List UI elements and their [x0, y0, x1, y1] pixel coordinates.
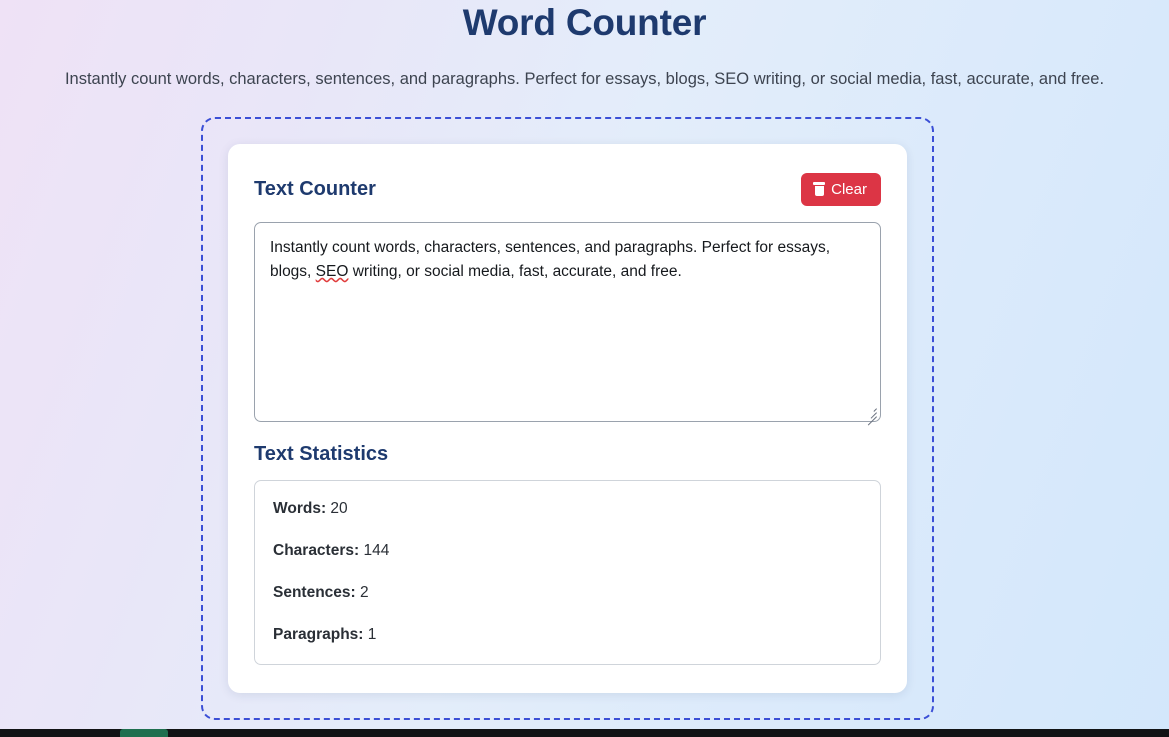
- stat-value-sentences: 2: [360, 584, 369, 601]
- taskbar-active-app-indicator[interactable]: [120, 729, 168, 737]
- taskbar: [0, 729, 1169, 737]
- text-input-part1: Instantly count words, characters, sentences, and paragraphs. Perfect for essays, blogs,: [270, 239, 831, 280]
- text-counter-card: [228, 144, 907, 693]
- text-input-part2: writing, or social media, fast, accurate, and free.: [348, 263, 682, 280]
- card-header: [254, 168, 881, 210]
- stat-label-words: Words:: [273, 500, 327, 517]
- page-title: Word Counter: [462, 2, 707, 43]
- clear-button[interactable]: [801, 173, 881, 206]
- stat-row-paragraphs: [273, 625, 862, 645]
- page-subtitle: Instantly count words, characters, sentences, and paragraphs. Perfect for essays, blogs, SEO writing, or social media, fast, accurate, and free.: [64, 70, 1105, 88]
- trash-icon: [813, 182, 825, 196]
- stat-label-characters: Characters:: [273, 542, 360, 559]
- statistics-panel: [254, 480, 881, 665]
- stat-row-words: [273, 499, 862, 519]
- clear-button-label: Clear: [831, 180, 867, 198]
- statistics-title: Text Statistics: [254, 443, 389, 465]
- stat-row-sentences: [273, 583, 862, 603]
- text-input[interactable]: [254, 222, 881, 422]
- textarea-wrapper: [254, 222, 881, 422]
- card-title: Text Counter: [254, 177, 376, 200]
- stat-label-paragraphs: Paragraphs:: [273, 626, 364, 643]
- stat-label-sentences: Sentences:: [273, 584, 356, 601]
- tool-highlight-region: [201, 117, 934, 720]
- stat-row-characters: [273, 541, 862, 561]
- stat-value-words: 20: [330, 500, 348, 517]
- stat-value-characters: 144: [363, 542, 390, 559]
- text-input-misspelled-word: SEO: [315, 263, 349, 280]
- stat-value-paragraphs: 1: [367, 626, 377, 643]
